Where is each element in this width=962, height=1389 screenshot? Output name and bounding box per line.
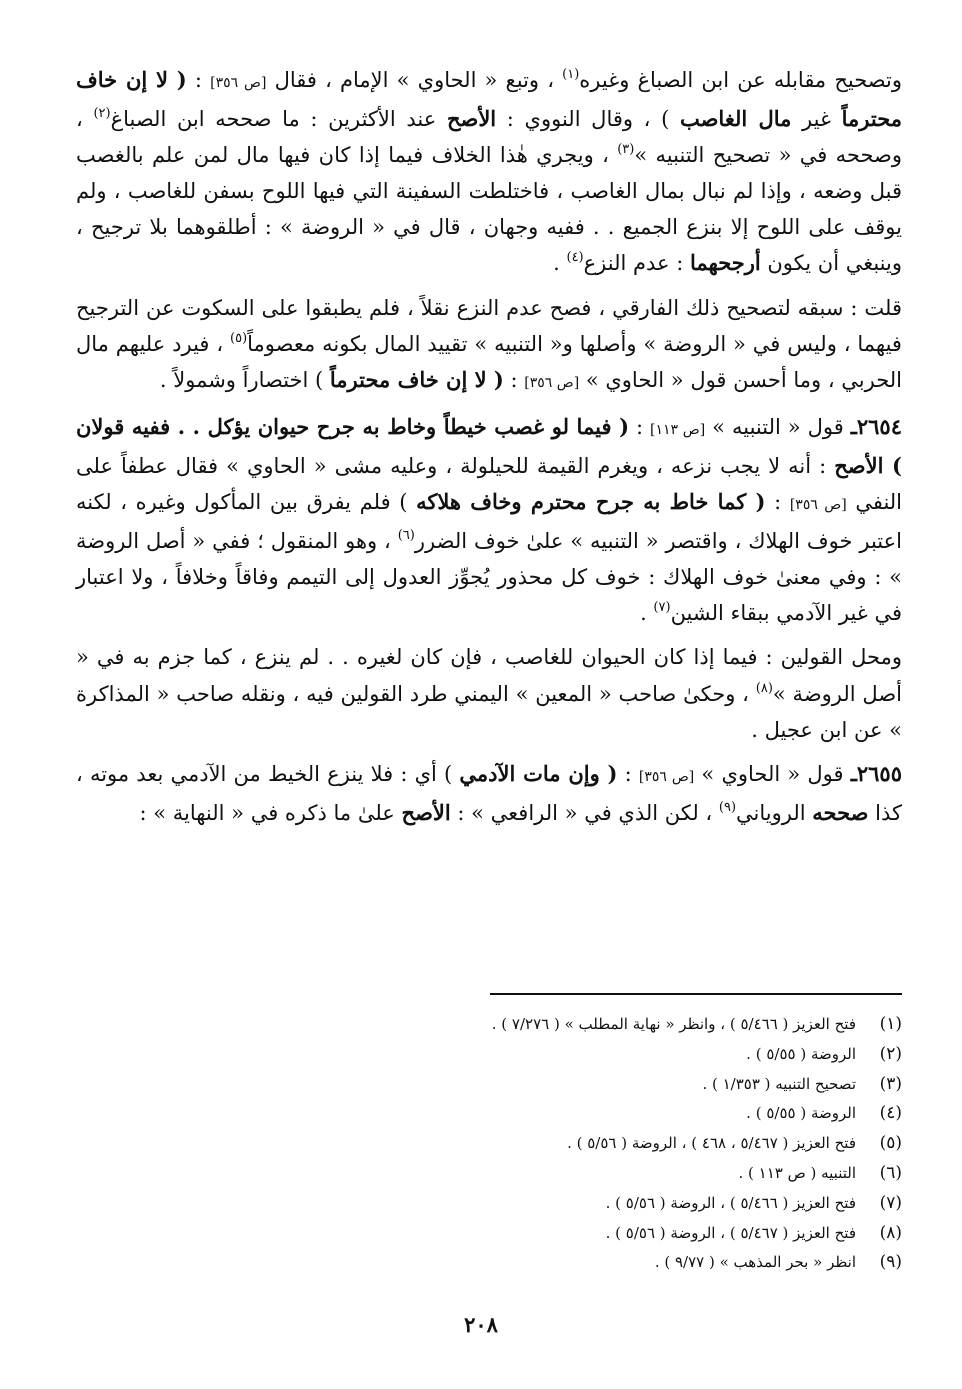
footnote-number: (٧) bbox=[879, 1192, 902, 1213]
page-reference: [ص ٣٥٦] bbox=[638, 768, 695, 785]
footnote-number: (٩) bbox=[879, 1252, 902, 1273]
bold-text: ( كما خاط به جرح محترم وخاف هلاكه bbox=[416, 489, 766, 515]
page-number: ٢٠٨ bbox=[464, 1312, 498, 1337]
text-run: وتصحيح مقابله عن ابن الصباغ وغيره bbox=[579, 68, 902, 92]
text-run: ، لكن الذي في « الرافعي » : bbox=[450, 800, 719, 825]
footnote-marker: (٢) bbox=[93, 106, 111, 122]
page-reference: [ص ٣٥٦] bbox=[210, 75, 267, 91]
text-run: : bbox=[765, 490, 790, 515]
paragraph bbox=[76, 62, 902, 282]
footnote-text: الروضة ( ٥/٥٥ ) . bbox=[746, 1104, 856, 1123]
footnote-text: الروضة ( ٥/٥٥ ) . bbox=[746, 1044, 856, 1063]
footnote-marker: (١) bbox=[562, 67, 580, 82]
text-run: الروياني bbox=[736, 800, 813, 825]
footnote-marker: (٤) bbox=[566, 250, 584, 266]
bold-text: الأصح bbox=[401, 799, 451, 825]
footnote-number: (٥) bbox=[879, 1133, 902, 1154]
text-run: : أنه لا يجب نزعه ، ويغرم القيمة للحيلولة ، وعليه مشى « الحاوي » فقال عطفاً على النفي bbox=[76, 453, 903, 515]
footnote-text: انظر « بحر المذهب » ( ٩/٧٧ ) . bbox=[654, 1253, 856, 1272]
footnote-text: فتح العزيز ( ٥/٤٦٧ ، ٤٦٨ ) ، الروضة ( ٥/٥٦ ) . bbox=[567, 1134, 856, 1153]
text-run: ) اختصاراً وشمولاً . bbox=[159, 367, 330, 392]
text-run: : bbox=[617, 761, 639, 786]
text-run: : bbox=[629, 414, 651, 439]
bold-text: صححه bbox=[812, 799, 869, 825]
text-run: ) ، وقال النووي : bbox=[496, 107, 680, 132]
footnote-marker: (٧) bbox=[653, 600, 671, 616]
paragraph bbox=[76, 756, 902, 831]
text-run: : bbox=[503, 367, 525, 392]
text-run: ، وتبع « الحاوي » الإمام ، فقال bbox=[266, 68, 563, 92]
paragraph bbox=[76, 290, 902, 401]
footnote bbox=[300, 1070, 902, 1100]
paragraph bbox=[76, 639, 902, 747]
bold-text: ( لا إن خاف محترماً bbox=[329, 366, 504, 392]
text-run: . bbox=[553, 251, 567, 276]
bold-text: ٢٦٥٤ـ bbox=[850, 413, 902, 439]
bold-text: ( فيما لو غصب خيطاً وخاط به جرح حيوان يؤكل . . ففيه قولان ) الأصح bbox=[76, 413, 902, 478]
text-run: ، فيرد عليهم مال الحربي ، وما أحسن قول « الحاوي » bbox=[76, 331, 902, 392]
footnote-separator bbox=[490, 993, 902, 995]
footnote-marker: (٣) bbox=[617, 142, 635, 158]
footnote-marker: (٦) bbox=[397, 528, 415, 544]
footnote bbox=[300, 1189, 902, 1219]
footnote bbox=[300, 1010, 902, 1040]
footnote-number: (٤) bbox=[879, 1103, 902, 1124]
paragraph bbox=[76, 409, 902, 632]
text-run: : عدم النزع bbox=[583, 251, 690, 276]
page-reference: [ص ٣٥٦] bbox=[789, 497, 847, 514]
text-run: ومحل القولين : فيما إذا كان الحيوان للغاصب ، فإن كان لغيره . . لم ينزع ، كما جزم به في « أصل الروضة » bbox=[76, 645, 902, 706]
bold-text: ( وإن مات الآدمي bbox=[459, 760, 618, 786]
footnote-number: (٨) bbox=[879, 1222, 902, 1243]
text-run: ، وحكىٰ صاحب « المعين » اليمني طرد القولين فيه ، ونقله صاحب « المذاكرة » عن ابن عجيل . bbox=[76, 681, 902, 742]
text-run: قلت : سبقه لتصحيح ذلك الفارقي ، فصح عدم النزع نقلاً ، فلم يطبقوا على السكوت عن الترجيح فيهما ، وليس في « الروضة » وأصلها و« التنبيه » تقييد المال بكونه معصوماً bbox=[76, 295, 902, 356]
footnote-text: فتح العزيز ( ٥/٤٦٦ ) ، وانظر « نهاية المطلب » ( ٧/٢٧٦ ) . bbox=[491, 1015, 856, 1033]
main-text bbox=[76, 62, 902, 839]
text-run: قول « التنبيه » bbox=[705, 414, 851, 439]
footnote bbox=[300, 1040, 902, 1070]
text-run: . bbox=[640, 601, 654, 626]
bold-text: ( لا إن خاف محترماً bbox=[76, 67, 902, 132]
footnotes bbox=[300, 1010, 902, 1278]
footnote-number: (٦) bbox=[879, 1162, 902, 1183]
text-run: : bbox=[186, 68, 211, 92]
bold-text: الأصح bbox=[446, 106, 497, 132]
text-run: غير bbox=[791, 107, 842, 132]
bold-text: ٢٦٥٥ـ bbox=[850, 760, 902, 786]
footnote-marker: (٩) bbox=[718, 799, 737, 815]
bold-text: مال الغاصب bbox=[679, 106, 792, 132]
text-run: علىٰ ما ذكره في « النهاية » : bbox=[139, 800, 402, 825]
text-run: ) فلم يفرق بين المأكول وغيره ، لكنه اعتبر خوف الهلاك ، واقتصر « التنبيه » علىٰ خوف الضرر bbox=[76, 490, 902, 554]
text-run: ، ويجري هٰذا الخلاف فيما إذا كان فيها مال لمن علم بالغصب قبل وضعه ، وإذا لم نبال بمال الغاصب ، فاختلطت السفينة التي فيها اللوح بسفن للغاصب ، ولم يوقف على اللوح إلا بنزع الجميع . . ففيه وجهان ، قال في « الروضة » : أطلقوهما بلا ترجيح ، وينبغي أن يكون bbox=[76, 143, 902, 276]
text-run: ، وصححه في « تصحيح التنبيه » bbox=[76, 107, 902, 168]
footnote bbox=[300, 1248, 902, 1278]
text-run: قول « الحاوي » bbox=[694, 761, 851, 786]
footnote-text: فتح العزيز ( ٥/٤٦٧ ) ، الروضة ( ٥/٥٦ ) . bbox=[605, 1223, 856, 1242]
footnote bbox=[300, 1129, 902, 1159]
footnote-text: التنبيه ( ص ١١٣ ) . bbox=[738, 1163, 856, 1182]
footnote bbox=[300, 1159, 902, 1189]
footnote bbox=[300, 1219, 902, 1249]
footnote-text: تصحيح التنبيه ( ١/٣٥٣ ) . bbox=[702, 1074, 856, 1093]
footnote-marker: (٨) bbox=[755, 680, 773, 696]
text-run: عند الأكثرين : ما صححه ابن الصباغ bbox=[110, 107, 447, 132]
text-run: ) أي : فلا ينزع الخيط من الآدمي بعد موته ، كذا bbox=[76, 761, 902, 825]
bold-text: أرجحهما bbox=[689, 250, 761, 276]
page-reference: [ص ٣٥٦] bbox=[524, 374, 580, 391]
footnote-marker: (٥) bbox=[230, 330, 248, 346]
page-reference: [ص ١١٣] bbox=[650, 421, 706, 438]
footnote-number: (١) bbox=[879, 1014, 902, 1034]
text-run: ، وهو المنقول ؛ ففي « أصل الروضة » : وفي معنىٰ خوف الهلاك : خوف كل محذور يُجوِّز العدول إلى التيمم وفاقاً وخلافاً ، ولا اعتبار في غير الآدمي ببقاء الشين bbox=[76, 529, 903, 626]
footnote bbox=[300, 1099, 902, 1129]
footnote-number: (٣) bbox=[879, 1073, 902, 1094]
footnote-text: فتح العزيز ( ٥/٤٦٦ ) ، الروضة ( ٥/٥٦ ) . bbox=[605, 1193, 856, 1212]
footnote-number: (٢) bbox=[879, 1043, 902, 1064]
